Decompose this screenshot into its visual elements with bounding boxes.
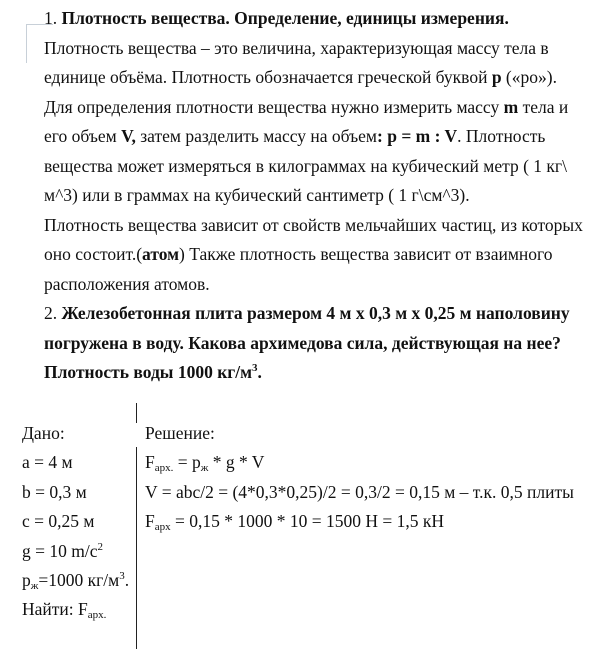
given-text: ж: [30, 580, 39, 592]
section1-line: [44, 38, 549, 58]
solution-text: V = abc/2 = (4*0,3*0,25)/2 = 0,3/2 = 0,15 м – т.к. 0,5 плиты: [145, 481, 574, 502]
given-text: Найти: F: [22, 599, 88, 620]
given-text: g = 10 m/c: [22, 540, 98, 561]
section1-text: Железобетонная плита размером 4 м х 0,3 м х 0,25 м наполовину: [61, 303, 570, 323]
section1-line: [44, 67, 557, 87]
section1-text: Плотность воды 1000 кг/м: [44, 362, 253, 382]
section1-line: [44, 303, 570, 323]
section1-text: тела и: [518, 96, 569, 117]
given-text: арх.: [87, 609, 107, 622]
section1-line: [44, 274, 210, 294]
given-text: 2: [97, 540, 103, 553]
solution-text: арх: [154, 521, 171, 534]
given-line: [22, 570, 129, 590]
divider-line-top: [136, 403, 137, 423]
section1-text: атом: [142, 244, 180, 264]
given-text: c = 0,25 м: [22, 511, 95, 532]
section1-text: : p = m : V: [377, 126, 458, 146]
given-text: .: [124, 570, 130, 590]
section1-line: [44, 156, 567, 176]
section1-text: единице объёма. Плотность обозначается греческой буквой: [44, 67, 492, 87]
solution-line: [145, 511, 445, 534]
section1-text: ) Также плотность вещества зависит от взаимного: [179, 244, 553, 264]
section1-line: [44, 8, 509, 28]
section1-text: затем разделить массу на объем: [135, 126, 378, 146]
given-line: [22, 511, 94, 531]
section1-line: [44, 126, 545, 146]
section1-text: его объем: [44, 126, 122, 146]
solution-text: = p: [173, 452, 201, 473]
section1-text: 2.: [44, 303, 62, 323]
section1-text: расположения атомов.: [44, 273, 210, 294]
section1-text: Для определения плотности вещества нужно измерить массу: [44, 96, 504, 117]
section1-text: Плотность вещества. Определение, единицы измерения.: [61, 8, 509, 28]
solution-line: [145, 482, 574, 502]
section1-text: p: [491, 67, 502, 87]
section1-text: м^3) или в граммах на кубический сантиметр ( 1 г\см^3).: [44, 185, 470, 205]
section1-text: . Плотность: [457, 126, 546, 146]
given-text: a = 4 м: [22, 452, 73, 473]
section1-text: («ро»).: [501, 67, 557, 87]
section1-text: .: [257, 362, 262, 382]
section1-line: [44, 244, 553, 264]
section1-line: [44, 362, 262, 382]
section1-text: V,: [121, 126, 136, 146]
section1-text: оно состоит.(: [44, 244, 143, 264]
given-line: [22, 423, 65, 443]
section1-text: 3: [252, 362, 258, 374]
given-line: [22, 541, 103, 561]
given-text: b = 0,3 м: [22, 481, 87, 502]
given-text: 3: [119, 570, 125, 582]
section1-text: погружена в воду. Какова архимедова сила, действующая на нее?: [44, 332, 561, 353]
section1-line: [44, 185, 470, 205]
given-text: p: [22, 570, 31, 590]
solution-line: [145, 452, 265, 475]
given-line: [22, 599, 107, 622]
solution-text: F: [145, 452, 155, 473]
solution-text: = 0,15 * 1000 * 10 = 1500 Н = 1,5 кН: [170, 511, 445, 532]
section1-text: 1.: [44, 8, 62, 28]
section1-text: Плотность вещества – это величина, характеризующая массу тела в: [44, 37, 549, 58]
given-line: [22, 482, 87, 502]
given-text: =1000 кг/м: [38, 570, 120, 590]
given-text: Дано:: [22, 423, 65, 443]
solution-text: Решение:: [145, 423, 215, 443]
given-line: [22, 452, 73, 472]
section1-line: [44, 333, 561, 353]
section1-text: m: [503, 96, 519, 117]
solution-text: арх.: [154, 462, 174, 475]
solution-text: F: [145, 511, 155, 532]
solution-line: [145, 423, 215, 443]
solution-text: ж: [200, 462, 209, 475]
solution-text: * g * V: [208, 452, 265, 473]
section1-line: [44, 97, 568, 117]
divider-line: [136, 447, 137, 649]
section1-text: Плотность вещества зависит от свойств мельчайших частиц, из которых: [44, 214, 583, 235]
section1-text: вещества может измеряться в килограммах на кубический метр ( 1 кг\: [44, 155, 567, 176]
section1-line: [44, 215, 583, 235]
